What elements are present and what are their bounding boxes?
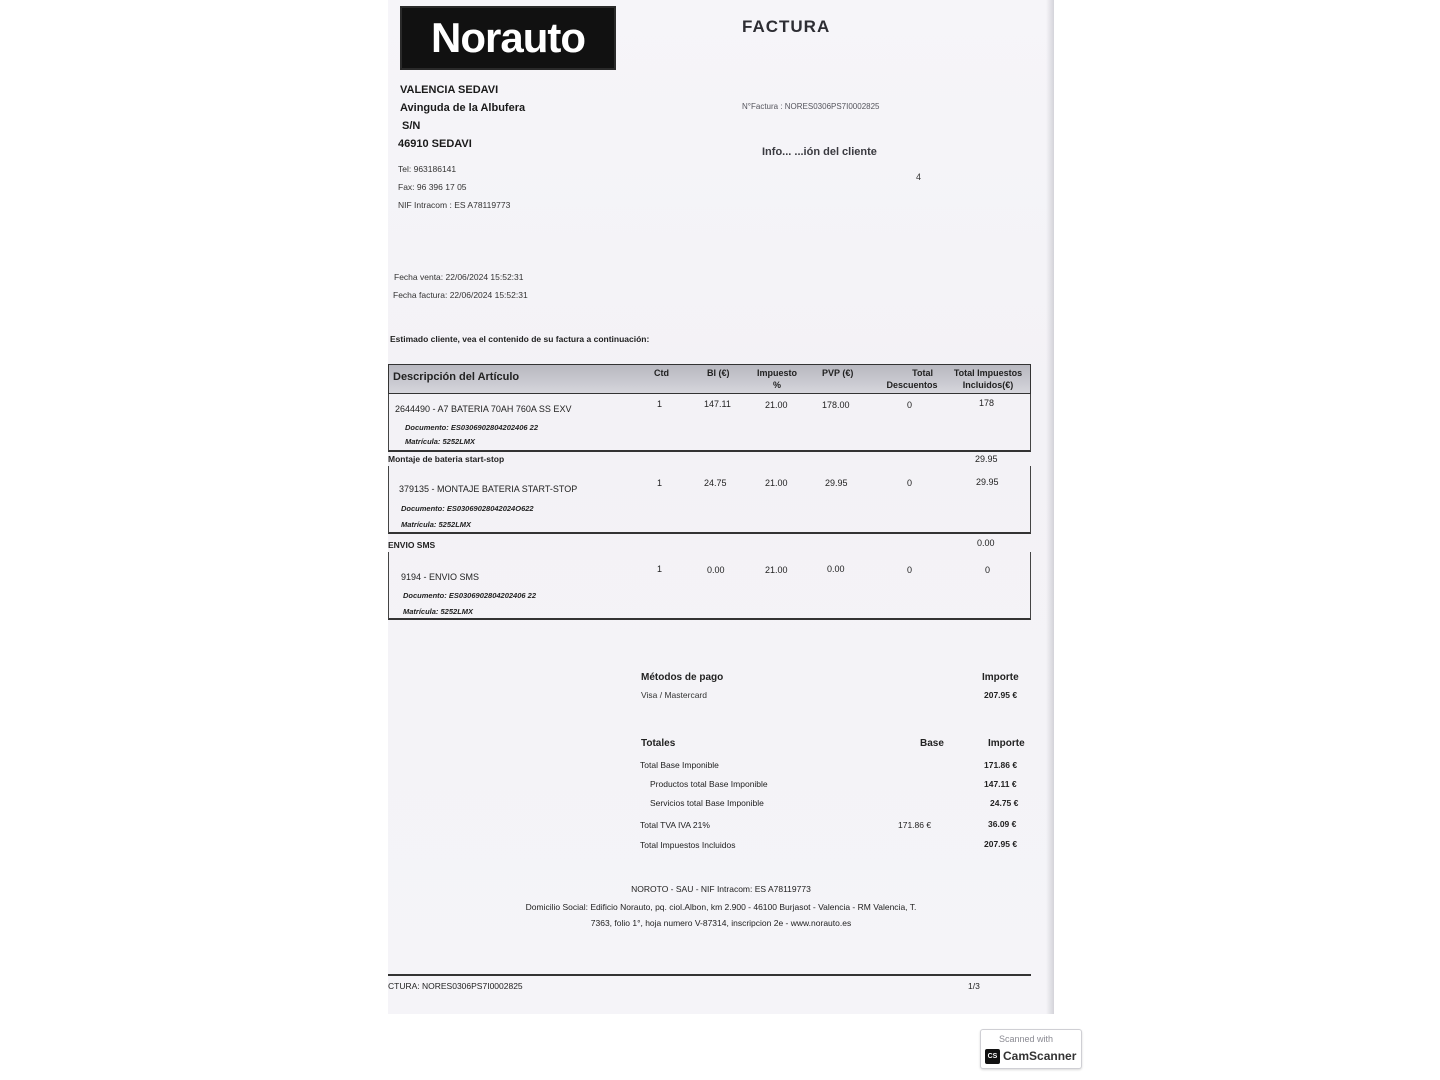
invoice-date: Fecha factura: 22/06/2024 15:52:31: [393, 290, 528, 300]
footer-company: NOROTO - SAU - NIF Intracom: ES A78119773: [631, 884, 811, 894]
header-discounts-line-2: Descuentos: [886, 380, 938, 390]
norauto-logo: Norauto: [402, 8, 614, 68]
total-base-label: Total Base Imponible: [640, 760, 719, 770]
row-tax: 21.00: [765, 400, 788, 410]
header-bi: BI (€): [707, 368, 730, 378]
footer-legal-line-1: Domicilio Social: Edificio Norauto, pq. ciol.Albon, km 2.900 - 46100 Burjasot - Valencia - RM Valencia, T.: [525, 902, 917, 912]
row-document: Documento: ES0306902804202406 22: [403, 591, 537, 600]
table-header: [388, 364, 1031, 394]
total-base-amount: 171.86 €: [984, 760, 1018, 770]
header-tax-line-1: Impuesto: [756, 368, 797, 378]
store-postal: 46910 SEDAVI: [398, 138, 472, 150]
footer-divider: [388, 974, 1031, 976]
client-info-label: Info... ...ión del cliente: [762, 146, 877, 158]
row-description: 2644490 - A7 BATERIA 70AH 760A SS EXV: [395, 404, 572, 414]
services-base-amount: 24.75 €: [990, 798, 1019, 808]
row-total: 178: [979, 398, 995, 408]
payment-amount-label: Importe: [982, 672, 1019, 683]
row-tax: 21.00: [765, 478, 788, 488]
totals-title: Totales: [641, 738, 676, 749]
section-total-sms: 0.00: [977, 538, 995, 548]
totals-base-label: Base: [920, 738, 944, 749]
header-total-line-1: Total Impuestos: [953, 368, 1023, 378]
row-description: 379135 - MONTAJE BATERIA START-STOP: [399, 484, 578, 494]
invoice-page: [388, 0, 1054, 1014]
footer-legal-line-2: 7363, folio 1°, hoja numero V-87314, inscripcion 2e - www.norauto.es: [590, 918, 852, 928]
services-base-label: Servicios total Base Imponible: [650, 798, 764, 808]
invoice-number: N°Factura : NORES0306PS7I0002825: [742, 102, 880, 111]
total-tax-included-label: Total Impuestos Incluidos: [640, 840, 736, 850]
payment-amount: 207.95 €: [984, 690, 1018, 700]
header-discounts-line-1: Total: [912, 368, 933, 378]
camscanner-icon: CS: [985, 1049, 1000, 1064]
row-total: 29.95: [976, 477, 999, 487]
row-pvp: 29.95: [825, 478, 848, 488]
row-qty: 1: [657, 478, 663, 488]
payment-method: Visa / Mastercard: [641, 690, 707, 700]
totals-amount-label: Importe: [988, 738, 1025, 749]
table-row: [388, 466, 1031, 534]
header-pvp: PVP (€): [822, 368, 854, 378]
footer-invoice-ref: CTURA: NORES0306PS7I0002825: [388, 981, 523, 991]
row-plate: Matrícula: 5252LMX: [401, 520, 472, 529]
vat-label: Total TVA IVA 21%: [640, 820, 710, 830]
row-total: 0: [985, 565, 991, 575]
camscanner-watermark: [980, 1029, 1082, 1069]
section-total-battery-fitting: 29.95: [975, 454, 998, 464]
row-document: Documento: ES0306902804202406 22: [405, 423, 539, 432]
row-bi: 24.75: [704, 478, 727, 488]
header-description: Descripción del Artículo: [393, 371, 520, 383]
store-nif: NIF Intracom : ES A78119773: [398, 200, 511, 210]
row-document: Documento: ES03069028042024O622: [401, 504, 534, 513]
header-tax: [755, 367, 799, 391]
vat-amount: 36.09 €: [988, 819, 1017, 829]
row-tax: 21.00: [765, 565, 788, 575]
client-info-mark: 4: [916, 172, 922, 182]
header-tax-line-2: %: [772, 380, 781, 390]
row-bi: 0.00: [707, 565, 725, 575]
payment-methods-title: Métodos de pago: [641, 672, 724, 683]
row-bi: 147.11: [704, 399, 731, 409]
section-title-battery-fitting: Montaje de bateria start-stop: [388, 454, 505, 464]
products-base-amount: 147.11 €: [984, 779, 1017, 789]
section-title-sms: ENVIO SMS: [388, 540, 436, 550]
store-tel: Tel: 963186141: [398, 164, 457, 174]
products-base-label: Productos total Base Imponible: [650, 779, 768, 789]
row-discount: 0: [907, 478, 913, 488]
row-qty: 1: [657, 564, 663, 574]
table-row: [388, 394, 1031, 452]
footer-page-number: 1/3: [968, 981, 980, 991]
header-total-line-2: Incluidos(€): [962, 380, 1014, 390]
row-discount: 0: [907, 565, 913, 575]
row-pvp: 178.00: [822, 400, 850, 410]
row-plate: Matrícula: 5252LMX: [405, 437, 476, 446]
watermark-caption: Scanned with: [999, 1034, 1054, 1044]
sale-date: Fecha venta: 22/06/2024 15:52:31: [394, 272, 524, 282]
table-row: [388, 552, 1031, 620]
row-plate: Matrícula: 5252LMX: [403, 607, 474, 616]
watermark-brand: CamScanner: [1003, 1049, 1077, 1063]
row-qty: 1: [657, 399, 663, 409]
row-discount: 0: [907, 400, 913, 410]
greeting-text: Estimado cliente, vea el contenido de su factura a continuación:: [390, 334, 650, 344]
invoice-title: FACTURA: [742, 17, 831, 36]
header-total: [947, 367, 1029, 391]
total-tax-included-amount: 207.95 €: [984, 839, 1018, 849]
row-pvp: 0.00: [827, 564, 845, 574]
header-qty: Ctd: [654, 368, 669, 378]
vat-base: 171.86 €: [898, 820, 932, 830]
store-name: VALENCIA SEDAVI: [400, 84, 499, 96]
store-address-1: Avinguda de la Albufera: [400, 102, 526, 114]
store-fax: Fax: 96 396 17 05: [398, 182, 467, 192]
store-address-2: S/N: [402, 120, 421, 132]
header-discounts: [883, 367, 941, 391]
row-description: 9194 - ENVIO SMS: [401, 572, 480, 582]
